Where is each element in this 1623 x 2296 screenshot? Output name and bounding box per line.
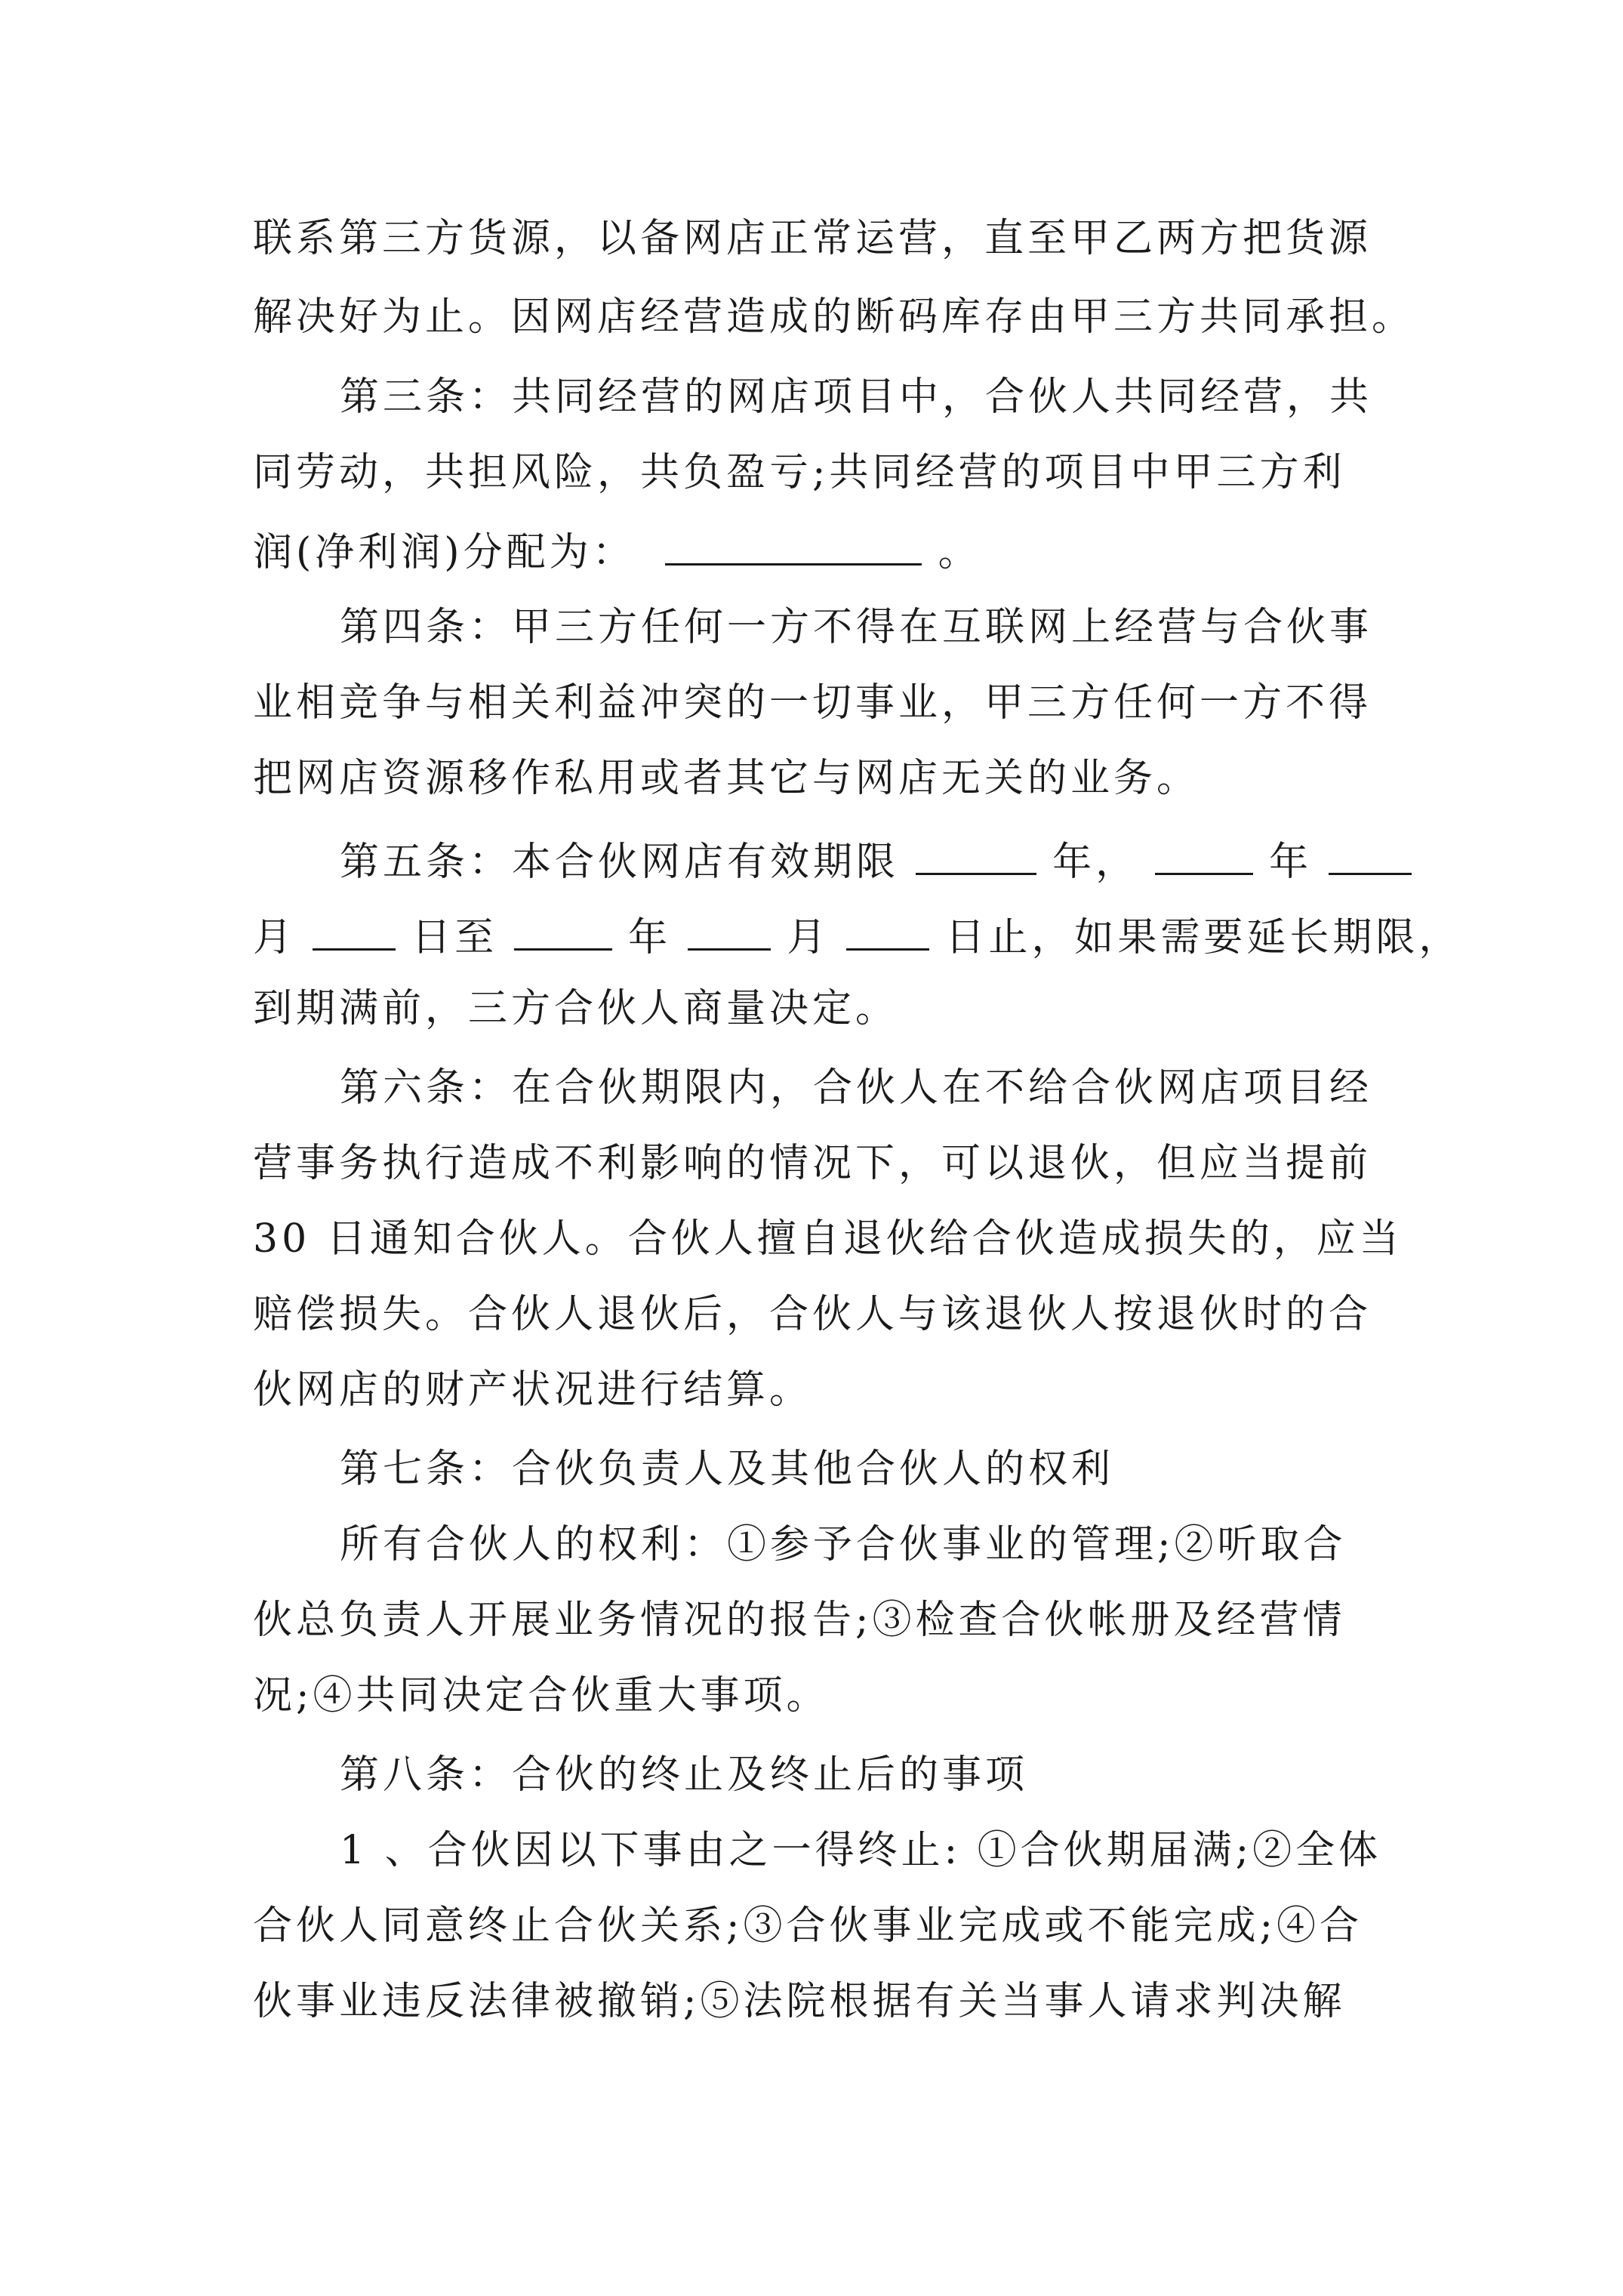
line-text: 1 、合伙因以下事由之一得终止: ①合伙期届满;②全体 [340, 1828, 1382, 1873]
line-text: 赔偿损失。合伙人退伙后，合伙人与该退伙人按退伙时的合 [253, 1292, 1372, 1337]
line-text: 润(净利润)分配为： [253, 530, 636, 575]
line-text: 第六条：在合伙期限内，合伙人在不给合伙网店项目经 [340, 1065, 1373, 1111]
article-6-line [340, 1065, 1373, 1111]
fill-blank [1329, 838, 1412, 875]
line-text: 况;④共同决定合伙重大事项。 [253, 1673, 830, 1718]
line-text: 日至 [411, 915, 498, 960]
paragraph-line [253, 1903, 1363, 1949]
fill-blank [665, 529, 922, 566]
line-text: 月 [787, 915, 830, 960]
fill-blank [313, 914, 396, 951]
fill-blank [1155, 838, 1253, 875]
line-text: 年 [628, 915, 672, 960]
line-text: 伙网店的财产状况进行结算。 [253, 1367, 813, 1413]
line-text: 业相竞争与相关利益冲突的一切事业，甲三方任何一方不得 [253, 680, 1372, 726]
article-3-line [340, 374, 1373, 420]
paragraph-line [340, 1828, 1382, 1873]
paragraph-line [253, 680, 1372, 726]
line-text: 伙总负责人开展业务情况的报告;③检查合伙帐册及经营情 [253, 1598, 1346, 1643]
line-text: 第三条：共同经营的网店项目中，合伙人共同经营，共 [340, 374, 1373, 420]
article-8-line [340, 1752, 1029, 1798]
paragraph-line [253, 1979, 1346, 2024]
paragraph-line [253, 529, 981, 575]
article-5-line [340, 838, 1412, 885]
fill-blank [514, 914, 612, 951]
article-7-line [340, 1447, 1115, 1492]
paragraph-line [253, 1673, 830, 1718]
paragraph-line [253, 1216, 1403, 1262]
paragraph-line [253, 914, 1462, 960]
fill-blank [688, 914, 771, 951]
line-text: 解决好为止。因网店经营造成的断码库存由甲三方共同承担。 [253, 294, 1415, 340]
paragraph-line [253, 1367, 813, 1413]
paragraph-line [253, 294, 1415, 340]
line-text: 到期满前，三方合伙人商量决定。 [253, 986, 899, 1031]
paragraph-line [340, 1522, 1347, 1567]
line-text: 年， [1052, 840, 1139, 885]
article-4-line [340, 605, 1373, 650]
line-text: 第七条：合伙负责人及其他合伙人的权利 [340, 1447, 1115, 1492]
paragraph-line [253, 216, 1372, 261]
fill-blank [846, 914, 929, 951]
line-text: 年 [1269, 840, 1313, 885]
line-text: 月 [253, 915, 297, 960]
paragraph-line [253, 450, 1346, 495]
paragraph-line [253, 1598, 1346, 1643]
line-text: 第四条：甲三方任何一方不得在互联网上经营与合伙事 [340, 605, 1373, 650]
line-text: 。 [938, 530, 981, 575]
line-text: 所有合伙人的权利：①参予合伙事业的管理;②听取合 [340, 1522, 1347, 1567]
line-text: 30 日通知合伙人。合伙人擅自退伙给合伙造成损失的，应当 [253, 1216, 1403, 1262]
paragraph-line [253, 986, 899, 1031]
fill-blank [916, 838, 1036, 875]
line-text: 第五条：本合伙网店有效期限 [340, 840, 900, 885]
line-text: 日止，如果需要延长期限， [945, 915, 1462, 960]
line-text: 合伙人同意终止合伙关系;③合伙事业完成或不能完成;④合 [253, 1903, 1363, 1949]
line-text: 第八条：合伙的终止及终止后的事项 [340, 1752, 1029, 1798]
line-text: 伙事业违反法律被撤销;⑤法院根据有关当事人请求判决解 [253, 1979, 1346, 2024]
line-text: 同劳动，共担风险，共负盈亏;共同经营的项目中甲三方利 [253, 450, 1346, 495]
line-text: 联系第三方货源，以备网店正常运营，直至甲乙两方把货源 [253, 216, 1372, 261]
paragraph-line [253, 1141, 1372, 1186]
line-text: 营事务执行造成不利影响的情况下，可以退伙，但应当提前 [253, 1141, 1372, 1186]
paragraph-line [253, 756, 1200, 801]
line-text: 把网店资源移作私用或者其它与网店无关的业务。 [253, 756, 1200, 801]
paragraph-line [253, 1292, 1372, 1337]
